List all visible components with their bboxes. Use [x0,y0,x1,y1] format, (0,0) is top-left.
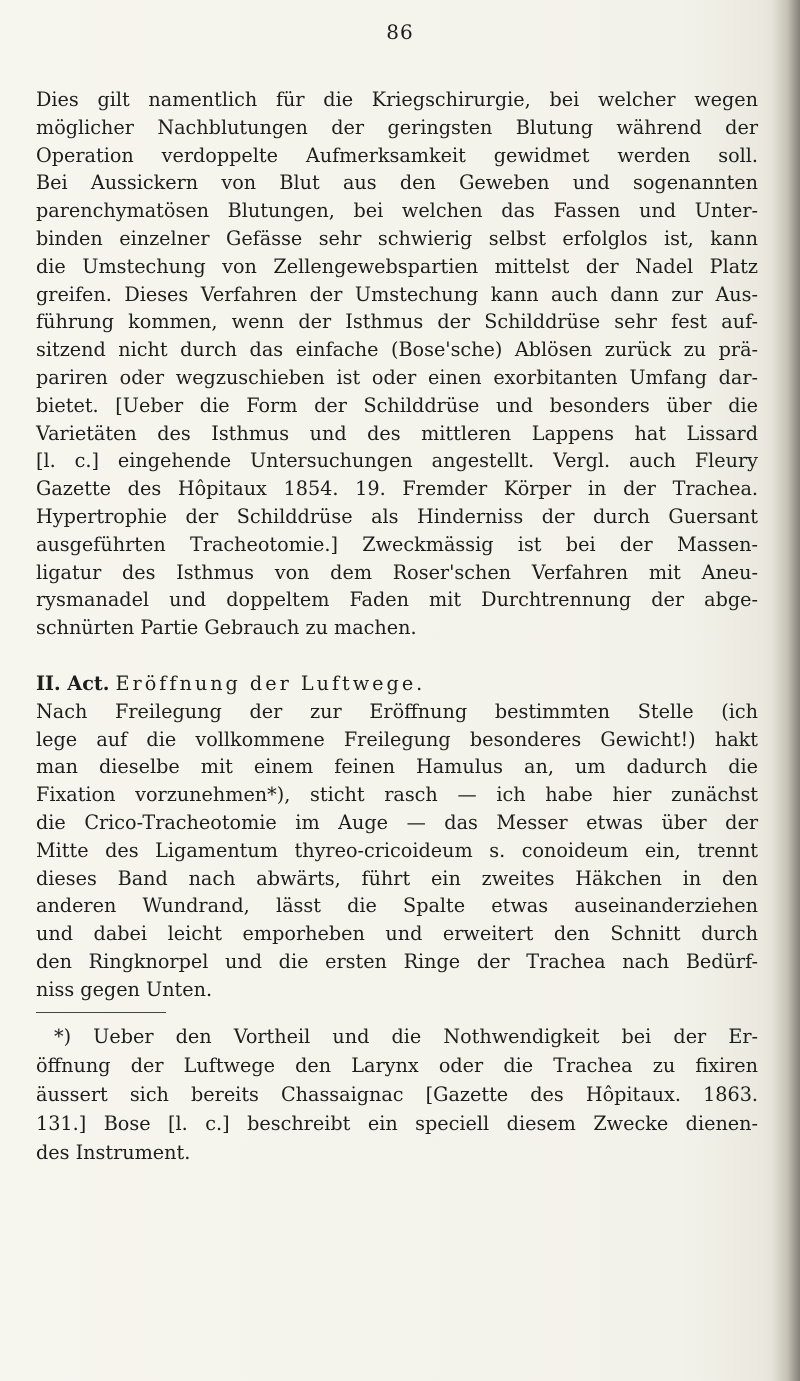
text-line: Gazette des Hôpitaux 1854. 19. Fremder Körper in der Trachea. [36,477,758,501]
text-line: lege auf die vollkommene Freilegung besonderes Gewicht!) hakt [36,727,758,751]
text-line: ligatur des Isthmus von dem Roser'schen Verfahren mit Aneu- [36,560,758,584]
text-line: Nach Freilegung der zur Eröffnung bestimmten Stelle (ich [36,699,758,723]
text-line: Hypertrophie der Schilddrüse als Hinderniss der durch Guersant [36,504,758,528]
text-line: niss gegen Unten. [36,977,213,1001]
page-number: 86 [386,20,414,44]
footnote-line: *) Ueber den Vortheil und die Nothwendigkeit bei der Er- [54,1025,758,1048]
section-heading [36,670,758,698]
text-line: Mitte des Ligamentum thyreo-cricoideum s. conoideum ein, trennt [36,838,758,862]
footnote [36,1022,758,1167]
act-number: II. Act. [36,671,110,695]
footnote-line: des Instrument. [36,1141,191,1164]
footnote-line: öffnung der Luftwege den Larynx oder die Trachea zu fixiren [36,1054,758,1077]
text-line: Dies gilt namentlich für die Kriegschirurgie, bei welcher wegen [36,88,758,111]
text-line: Operation verdoppelte Aufmerksamkeit gewidmet werden soll. [36,143,758,167]
text-line: Varietäten des Isthmus und des mittleren Lappens hat Lissard [36,421,758,445]
text-line: ausgeführten Tracheotomie.] Zweckmässig ist bei der Massen- [36,532,758,556]
act-title: Eröffnung der Luftwege. [115,671,426,695]
text-line: möglicher Nachblutungen der geringsten Blutung während der [36,115,758,139]
footnote-line: 131.] Bose [l. c.] beschreibt ein speciell diesem Zwecke dienen- [36,1112,758,1135]
text-line: die Crico-Tracheotomie im Auge — das Messer etwas über der [36,810,758,834]
text-line: sitzend nicht durch das einfache (Bose'sche) Ablösen zurück zu prä- [36,338,758,362]
text-line: man dieselbe mit einem feinen Hamulus an, um dadurch die [36,755,758,779]
page-binding-shadow [772,0,800,1381]
footnote-separator [36,1012,166,1013]
body-text [36,86,758,1004]
text-line: pariren oder wegzuschieben ist oder einen exorbitanten Umfang dar- [36,365,758,389]
text-line: die Umstechung von Zellengewebspartien mittelst der Nadel Platz [36,254,758,278]
text-line: den Ringknorpel und die ersten Ringe der Trachea nach Bedürf- [36,949,758,973]
text-line: und dabei leicht emporheben und erweitert den Schnitt durch [36,922,758,946]
text-line: parenchymatösen Blutungen, bei welchen das Fassen und Unter- [36,199,758,223]
text-line: Fixation vorzunehmen*), sticht rasch — ich habe hier zunächst [36,783,758,807]
paragraph-gap [36,642,758,670]
text-line: Bei Aussickern von Blut aus den Geweben und sogenannten [36,171,758,195]
text-line: dieses Band nach abwärts, führt ein zweites Häkchen in den [36,866,758,890]
footnote-line: äussert sich bereits Chassaignac [Gazette des Hôpitaux. 1863. [36,1083,758,1106]
text-line: führung kommen, wenn der Isthmus der Schilddrüse sehr fest auf- [36,310,758,334]
text-line: [l. c.] eingehende Untersuchungen angestellt. Vergl. auch Fleury [36,449,758,473]
text-line: binden einzelner Gefässe sehr schwierig selbst erfolglos ist, kann [36,226,758,250]
text-line: greifen. Dieses Verfahren der Umstechung kann auch dann zur Aus- [36,282,758,306]
text-line: bietet. [Ueber die Form der Schilddrüse und besonders über die [36,393,758,417]
text-line: anderen Wundrand, lässt die Spalte etwas auseinanderziehen [36,894,758,918]
text-line: schnürten Partie Gebrauch zu machen. [36,616,417,640]
text-line: rysmanadel und doppeltem Faden mit Durchtrennung der abge- [36,588,758,612]
